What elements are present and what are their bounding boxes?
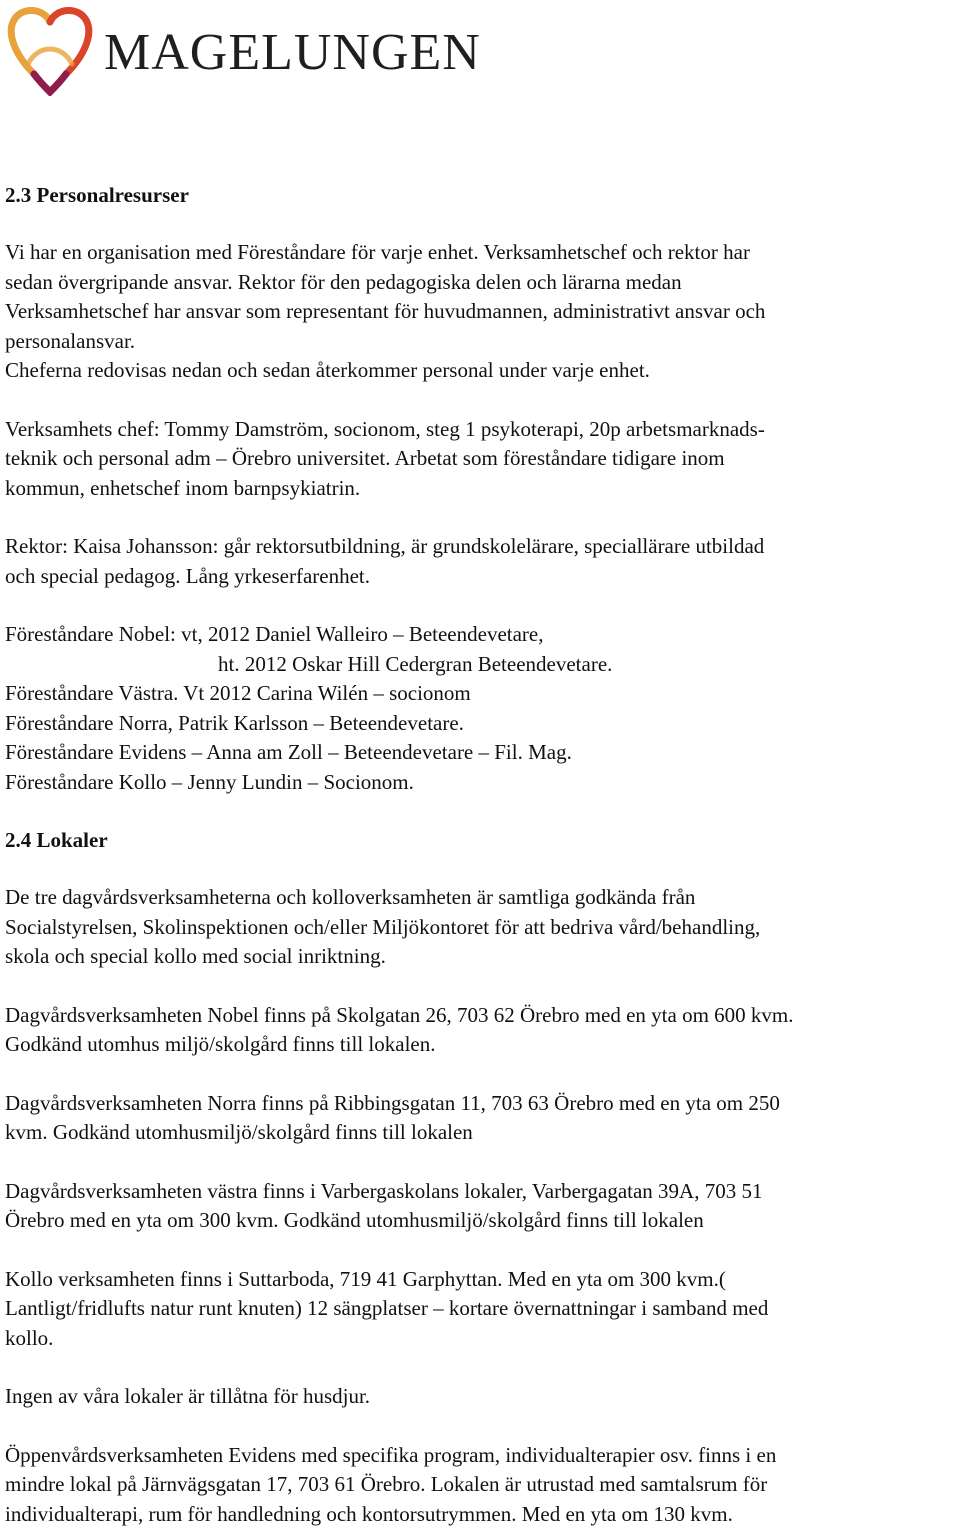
text-line: De tre dagvårdsverksamheterna och kolloverksamheten är samtliga godkända från: [5, 885, 696, 909]
text-line: Vi har en organisation med Föreståndare för varje enhet. Verksamhetschef och rektor har: [5, 240, 750, 264]
text-line: Örebro med en yta om 300 kvm. Godkänd utomhusmiljö/skolgård finns till lokalen: [5, 1208, 704, 1232]
text-line: skola och special kollo med social inriktning.: [5, 944, 386, 968]
text-line: personalansvar.: [5, 328, 136, 353]
text-line: Föreståndare Nobel: vt, 2012 Daniel Walleiro – Beteendevetare,: [5, 622, 544, 646]
paragraph-husdjur: [5, 1382, 957, 1412]
text-line: kollo.: [5, 1325, 54, 1350]
paragraph-godkanda: [5, 883, 957, 972]
heading-personalresurser: 2.3 Personalresurser: [5, 183, 189, 207]
text-line: Verksamhetschef har ansvar som representant för huvudmannen, administrativt ansvar och: [5, 299, 766, 323]
text-line: Föreståndare Kollo – Jenny Lundin – Socionom.: [5, 769, 414, 794]
text-line: Kollo verksamheten finns i Suttarboda, 719 41 Garphyttan. Med en yta om 300 kvm.(: [5, 1266, 726, 1291]
paragraph-nobel: [5, 1001, 957, 1060]
paragraph-forestandare: [5, 620, 957, 797]
text-line: mindre lokal på Järnvägsgatan 17, 703 61 Örebro. Lokalen är utrustad med samtalsrum för: [5, 1472, 768, 1496]
text-line: Föreståndare Norra, Patrik Karlsson – Beteendevetare.: [5, 710, 464, 735]
text-line: ht. 2012 Oskar Hill Cedergran Beteendevetare.: [218, 651, 613, 676]
text-line: kommun, enhetschef inom barnpsykiatrin.: [5, 475, 361, 500]
heading-lokaler: 2.4 Lokaler: [5, 828, 108, 852]
text-line: individualterapi, rum för handledning och kontorsutrymmen. Med en yta om 130 kvm.: [5, 1501, 733, 1526]
text-line: Lantligt/fridlufts natur runt knuten) 12 sängplatser – kortare övernattningar i samband med: [5, 1296, 769, 1320]
text-line: Föreståndare Västra. Vt 2012 Carina Wilén – socionom: [5, 681, 471, 705]
text-line: teknik och personal adm – Örebro universitet. Arbetat som föreståndare tidigare inom: [5, 446, 725, 470]
paragraph-kollo: [5, 1265, 957, 1354]
document-body: [5, 180, 957, 1529]
text-line: Cheferna redovisas nedan och sedan återkommer personal under varje enhet.: [5, 358, 650, 382]
text-line: Föreståndare Evidens – Anna am Zoll – Beteendevetare – Fil. Mag.: [5, 740, 572, 764]
magelungen-logo: [4, 4, 524, 96]
logo-wordmark: MAGELUNGEN: [104, 23, 481, 81]
text-line: och special pedagog. Lång yrkeserfarenhet.: [5, 563, 370, 588]
text-line: Ingen av våra lokaler är tillåtna för husdjur.: [5, 1384, 371, 1408]
text-line: Godkänd utomhus miljö/skolgård finns till lokalen.: [5, 1032, 436, 1056]
magelungen-logo-mark-icon: [4, 4, 96, 96]
text-line: Öppenvårdsverksamheten Evidens med specifika program, individualterapier osv. finns i en: [5, 1442, 777, 1467]
paragraph-vastra: [5, 1177, 957, 1236]
paragraph-rektor: [5, 532, 957, 591]
paragraph-evidens: [5, 1441, 957, 1530]
paragraph-verksamhetschef: [5, 415, 957, 504]
text-line: Dagvårdsverksamheten Norra finns på Ribbingsgatan 11, 703 63 Örebro med en yta om 250: [5, 1090, 780, 1115]
text-line: sedan övergripande ansvar. Rektor för den pedagogiska delen och lärarna medan: [5, 269, 682, 294]
text-line: Rektor: Kaisa Johansson: går rektorsutbildning, är grundskolelärare, speciallärare utbildad: [5, 534, 765, 558]
text-line: Dagvårdsverksamheten Nobel finns på Skolgatan 26, 703 62 Örebro med en yta om 600 kvm.: [5, 1002, 794, 1027]
text-line: Verksamhets chef: Tommy Damström, socionom, steg 1 psykoterapi, 20p arbetsmarknads-: [5, 416, 765, 441]
text-line: kvm. Godkänd utomhusmiljö/skolgård finns till lokalen: [5, 1120, 473, 1144]
text-line: Dagvårdsverksamheten västra finns i Varbergaskolans lokaler, Varbergagatan 39A, 703 51: [5, 1178, 763, 1203]
paragraph-intro: [5, 238, 957, 386]
text-line: Socialstyrelsen, Skolinspektionen och/eller Miljökontoret för att bedriva vård/behandling,: [5, 914, 761, 939]
paragraph-norra: [5, 1089, 957, 1148]
